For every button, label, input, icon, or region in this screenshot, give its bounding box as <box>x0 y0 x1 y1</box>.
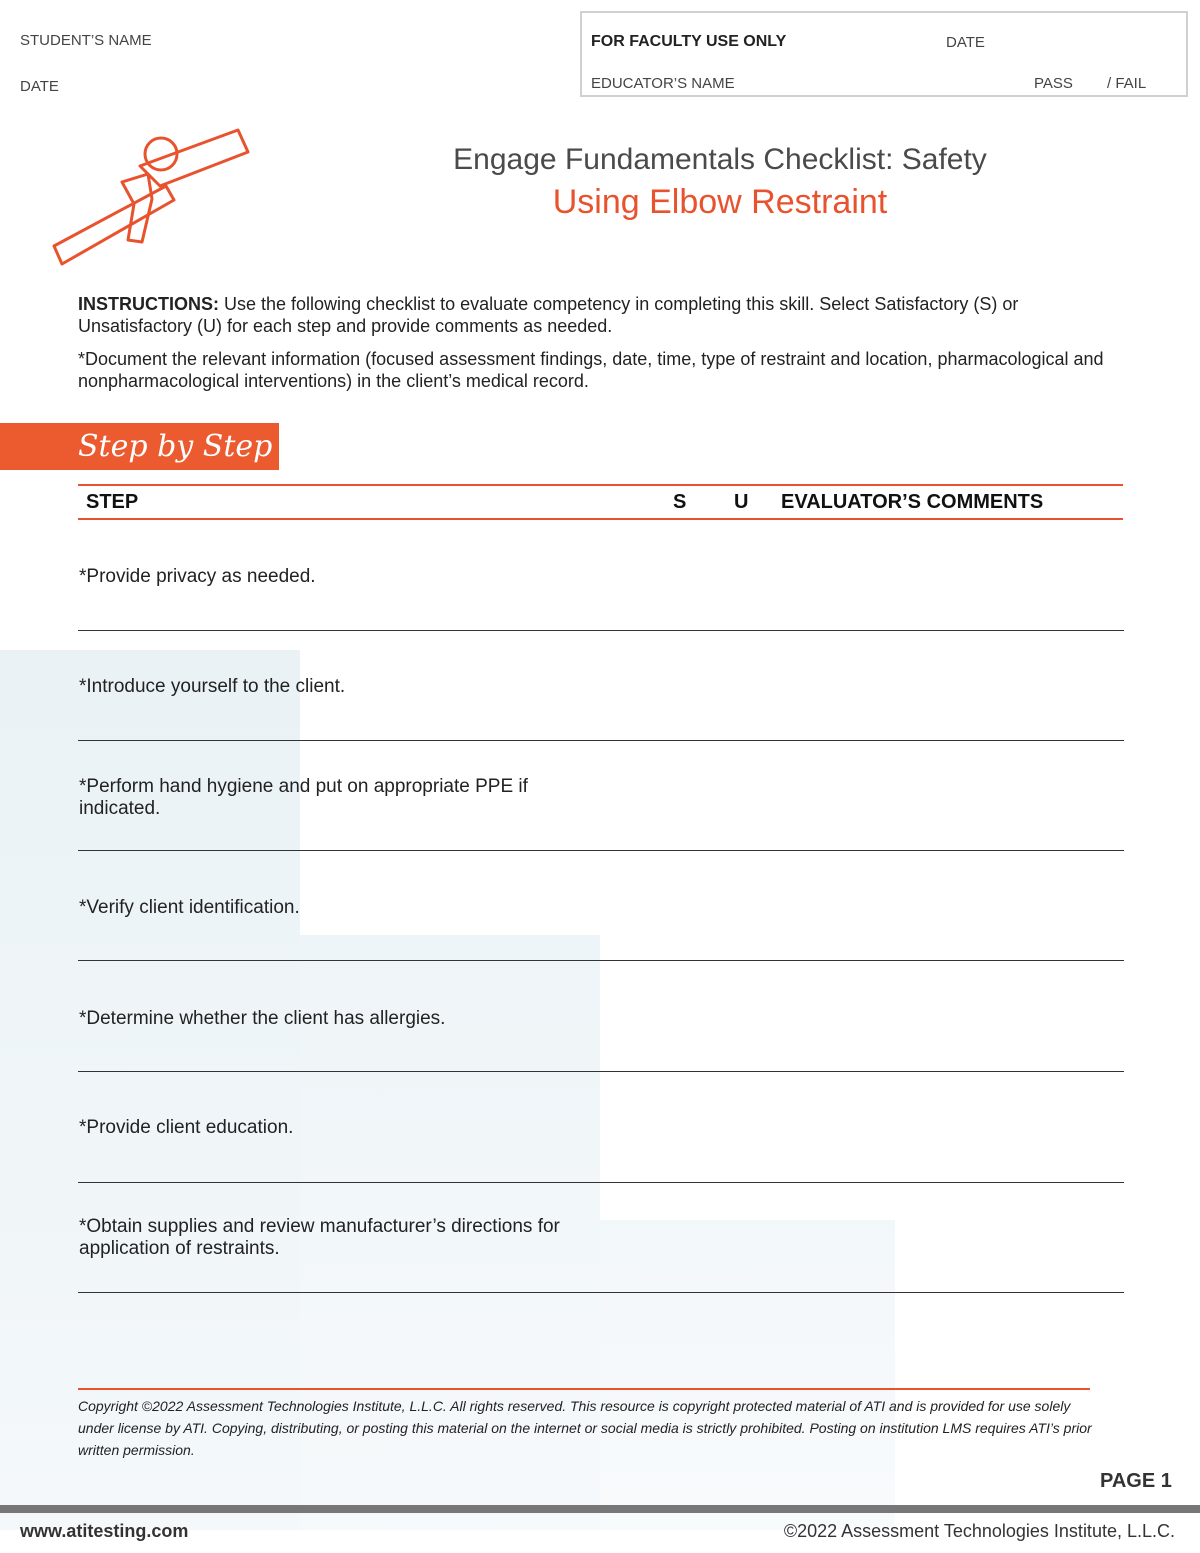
instructions <box>78 293 1128 337</box>
website-link[interactable]: www.atitesting.com <box>20 1521 189 1541</box>
table-header-rule <box>78 484 1123 486</box>
step-row: *Introduce yourself to the client. <box>79 676 346 697</box>
footer-rule <box>78 1388 1090 1390</box>
instructions-text: Use the following checklist to evaluate competency in completing this skill. Select Satisfactory (S) or Unsatisfactory (U) for each step and provide comments as needed. <box>78 294 1019 336</box>
faculty-box <box>580 11 1188 97</box>
section-banner <box>0 423 279 470</box>
educator-name-label: EDUCATOR’S NAME <box>591 75 735 92</box>
column-u: U <box>734 491 749 513</box>
step-row: *Determine whether the client has allergies. <box>79 1008 446 1029</box>
step-row: *Provide privacy as needed. <box>79 566 316 587</box>
step-row: *Perform hand hygiene and put on appropriate PPE if indicated. <box>79 776 528 819</box>
footer-bar <box>0 1505 1200 1513</box>
step-row: *Provide client education. <box>79 1117 294 1138</box>
date-label: DATE <box>20 78 59 95</box>
faculty-date-label: DATE <box>946 34 985 51</box>
row-divider <box>78 1071 1124 1072</box>
column-step: STEP <box>86 491 139 513</box>
background-panel <box>600 1220 895 1530</box>
column-evaluator-comments: EVALUATOR’S COMMENTS <box>781 491 1044 513</box>
step-row: *Obtain supplies and review manufacturer’s directions for application of restraints. <box>79 1216 560 1259</box>
documentation-note: *Document the relevant information (focused assessment findings, date, time, type of restraint and location, pharmacological and nonpharmacological interventions) in the client’s medical record. <box>78 349 1104 391</box>
corporation-notice: ©2022 Assessment Technologies Institute, L.L.C. <box>783 1521 1175 1541</box>
section-banner-label: Step by Step <box>78 429 273 464</box>
row-divider <box>78 850 1124 851</box>
fail-label: / FAIL <box>1107 75 1147 92</box>
row-divider <box>78 960 1124 961</box>
document-title: Engage Fundamentals Checklist: Safety <box>453 143 987 176</box>
row-divider <box>78 630 1124 631</box>
page-number: PAGE 1 <box>1100 1470 1172 1492</box>
faculty-title: FOR FACULTY USE ONLY <box>591 33 787 50</box>
ati-logo <box>48 124 253 269</box>
student-name-label: STUDENT’S NAME <box>20 32 152 49</box>
row-divider <box>78 740 1124 741</box>
instructions-heading: INSTRUCTIONS: <box>78 294 219 314</box>
pass-label: PASS <box>1034 75 1073 92</box>
row-divider <box>78 1292 1124 1293</box>
table-header-rule <box>78 518 1123 520</box>
document-subtitle: Using Elbow Restraint <box>552 183 888 221</box>
step-row: *Verify client identification. <box>79 897 300 918</box>
row-divider <box>78 1182 1124 1183</box>
copyright-notice: Copyright ©2022 Assessment Technologies Institute, L.L.C. All rights reserved. This resource is copyright protected material of ATI and is provided for use solely under license by ATI. Copying, distributing, or posting this material on the internet or social media is strictly prohibited. Posting on institution LMS requires ATI’s prior written permission. <box>78 1398 1092 1458</box>
column-s: S <box>673 491 687 513</box>
